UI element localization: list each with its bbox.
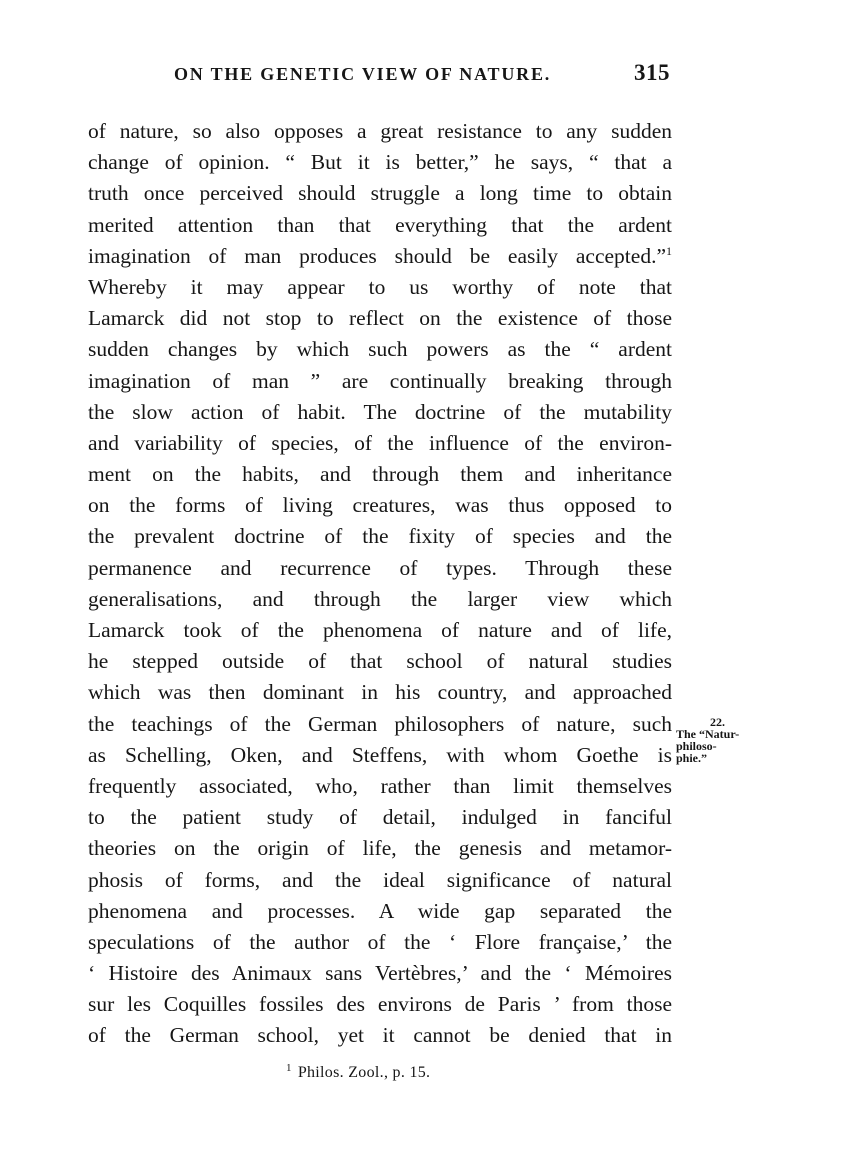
margin-note-line: philoso-: [676, 739, 717, 753]
text-line: imagination of man ” are continually breaking through: [88, 368, 672, 393]
footnote-mark: 1: [286, 1061, 292, 1074]
text-line: he stepped outside of that school of natural studies: [88, 649, 672, 674]
text-line: which was then dominant in his country, and approached: [88, 680, 672, 705]
text-line: the prevalent doctrine of the fixity of species and the: [88, 524, 672, 549]
running-head: [150, 60, 670, 90]
text-line: ment on the habits, and through them and inheritance: [88, 462, 672, 487]
text-line: change of opinion. “ But it is better,” he says, “ that a: [88, 150, 672, 175]
text-line: merited attention than that everything that the ardent: [88, 212, 672, 237]
text-line: Lamarck took of the phenomena of nature and of life,: [88, 618, 672, 642]
margin-note-number: 22.: [710, 715, 725, 729]
text-line: ‘ Histoire des Animaux sans Vertèbres,’ and the ‘ Mémoires: [88, 961, 672, 986]
text-line-content: imagination of man produces should be easily accepted.”: [88, 243, 666, 268]
text-line: the teachings of the German philosophers of nature, such: [88, 711, 672, 736]
text-line: sudden changes by which such powers as the “ ardent: [88, 337, 672, 362]
text-line: truth once perceived should struggle a long time to obtain: [88, 181, 672, 206]
running-head-title: ON THE GENETIC VIEW OF NATURE.: [174, 64, 552, 84]
margin-note: [676, 716, 756, 764]
text-line: to the patient study of detail, indulged in fanciful: [88, 805, 672, 830]
text-line: Whereby it may appear to us worthy of note that: [88, 274, 672, 299]
text-line: sur les Coquilles fossiles des environs de Paris ’ from those: [88, 992, 672, 1017]
body-text: [88, 116, 672, 1052]
text-line: of the German school, yet it cannot be denied that in: [88, 1023, 672, 1048]
text-line: frequently associated, who, rather than limit themselves: [88, 773, 672, 798]
text-line: as Schelling, Oken, and Steffens, with whom Goethe is: [88, 742, 672, 767]
text-line: phenomena and processes. A wide gap separated the: [88, 898, 672, 923]
text-line: speculations of the author of the ‘ Flore française,’ the: [88, 929, 672, 954]
text-line: theories on the origin of life, the genesis and metamor-: [88, 836, 672, 861]
text-line: permanence and recurrence of types. Through these: [88, 555, 672, 580]
text-line: generalisations, and through the larger view which: [88, 586, 672, 611]
text-line: the slow action of habit. The doctrine of the mutability: [88, 399, 672, 424]
footnote: [286, 1061, 431, 1082]
text-line-with-footnote-ref: [88, 241, 672, 272]
margin-note-line: phie.”: [676, 751, 708, 765]
text-line: and variability of species, of the influence of the environ-: [88, 430, 672, 455]
text-line: phosis of forms, and the ideal significance of natural: [88, 867, 672, 892]
text-line: Lamarck did not stop to reflect on the existence of those: [88, 306, 672, 331]
text-line: on the forms of living creatures, was thus opposed to: [88, 493, 672, 518]
footnote-text: Philos. Zool., p. 15.: [297, 1064, 431, 1081]
text-line: of nature, so also opposes a great resistance to any sudden: [88, 119, 672, 143]
page-number: 315: [634, 60, 670, 85]
margin-note-line: The “Natur-: [676, 727, 740, 741]
footnote-reference: 1: [666, 243, 672, 258]
